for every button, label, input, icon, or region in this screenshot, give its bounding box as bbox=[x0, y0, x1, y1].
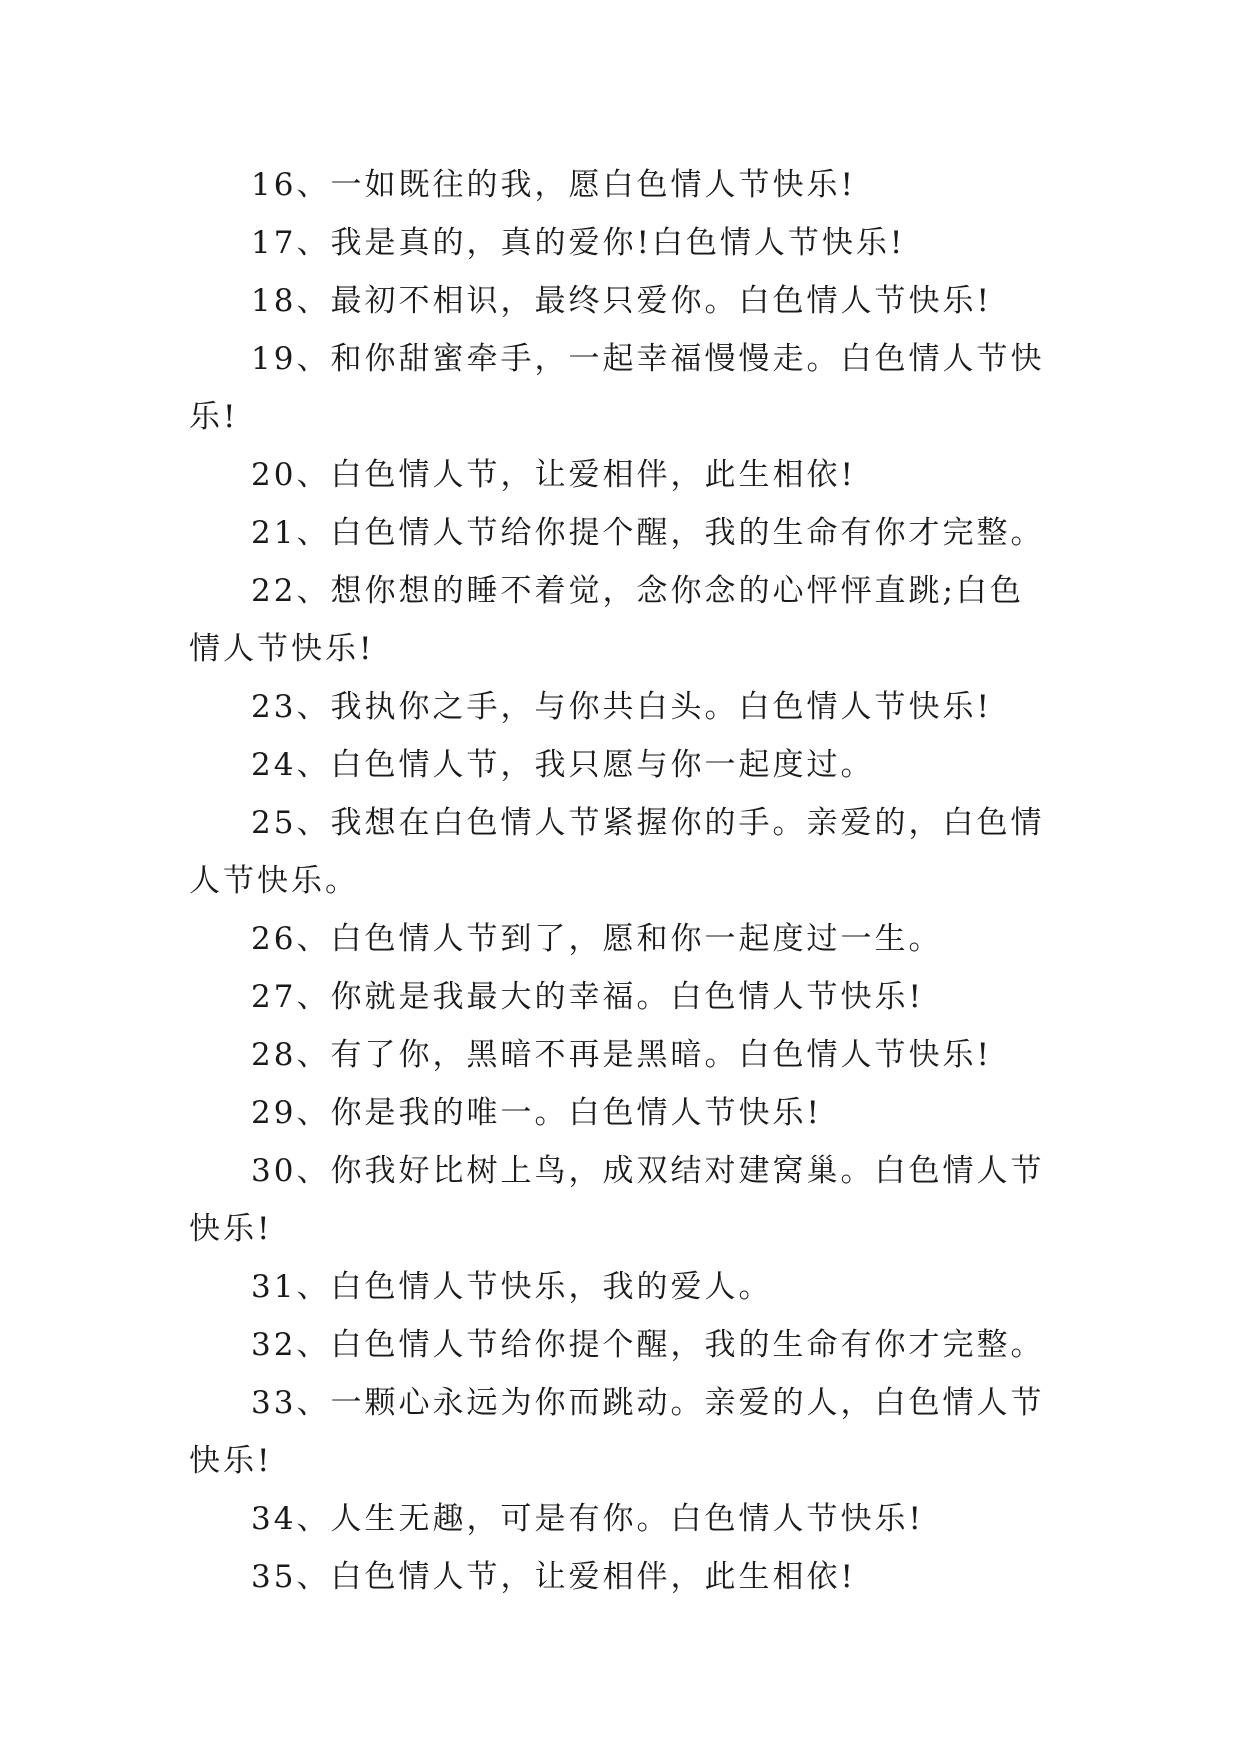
list-item: 23、我执你之手，与你共白头。白色情人节快乐! bbox=[251, 689, 992, 725]
list-item: 31、白色情人节快乐，我的爱人。 bbox=[251, 1269, 773, 1305]
list-item: 18、最初不相识，最终只爱你。白色情人节快乐! bbox=[251, 283, 992, 319]
list-item: 27、你就是我最大的幸福。白色情人节快乐! bbox=[251, 979, 924, 1015]
list-item: 29、你是我的唯一。白色情人节快乐! bbox=[251, 1095, 822, 1131]
list-item: 19、和你甜蜜牵手，一起幸福慢慢走。白色情人节快乐! bbox=[189, 341, 1045, 435]
list-item: 34、人生无趣，可是有你。白色情人节快乐! bbox=[251, 1501, 924, 1537]
list-item: 20、白色情人节，让爱相伴，此生相依! bbox=[251, 457, 856, 493]
list-item: 28、有了你，黑暗不再是黑暗。白色情人节快乐! bbox=[251, 1037, 992, 1073]
list-item: 17、我是真的，真的爱你!白色情人节快乐! bbox=[251, 225, 906, 261]
list-item: 33、一颗心永远为你而跳动。亲爱的人，白色情人节快乐! bbox=[189, 1385, 1045, 1479]
list-item: 22、想你想的睡不着觉，念你念的心怦怦直跳;白色情人节快乐! bbox=[189, 573, 1024, 667]
list-item: 30、你我好比树上鸟，成双结对建窝巢。白色情人节快乐! bbox=[189, 1153, 1045, 1247]
list-item: 32、白色情人节给你提个醒，我的生命有你才完整。 bbox=[251, 1327, 1045, 1363]
list-item: 25、我想在白色情人节紧握你的手。亲爱的，白色情人节快乐。 bbox=[189, 805, 1045, 899]
list-item: 26、白色情人节到了，愿和你一起度过一生。 bbox=[251, 921, 943, 957]
list-item: 16、一如既往的我，愿白色情人节快乐! bbox=[251, 167, 856, 203]
list-item: 21、白色情人节给你提个醒，我的生命有你才完整。 bbox=[251, 515, 1045, 551]
wish-list bbox=[189, 156, 1057, 1606]
list-item: 35、白色情人节，让爱相伴，此生相依! bbox=[251, 1559, 856, 1595]
list-item: 24、白色情人节，我只愿与你一起度过。 bbox=[251, 747, 875, 783]
